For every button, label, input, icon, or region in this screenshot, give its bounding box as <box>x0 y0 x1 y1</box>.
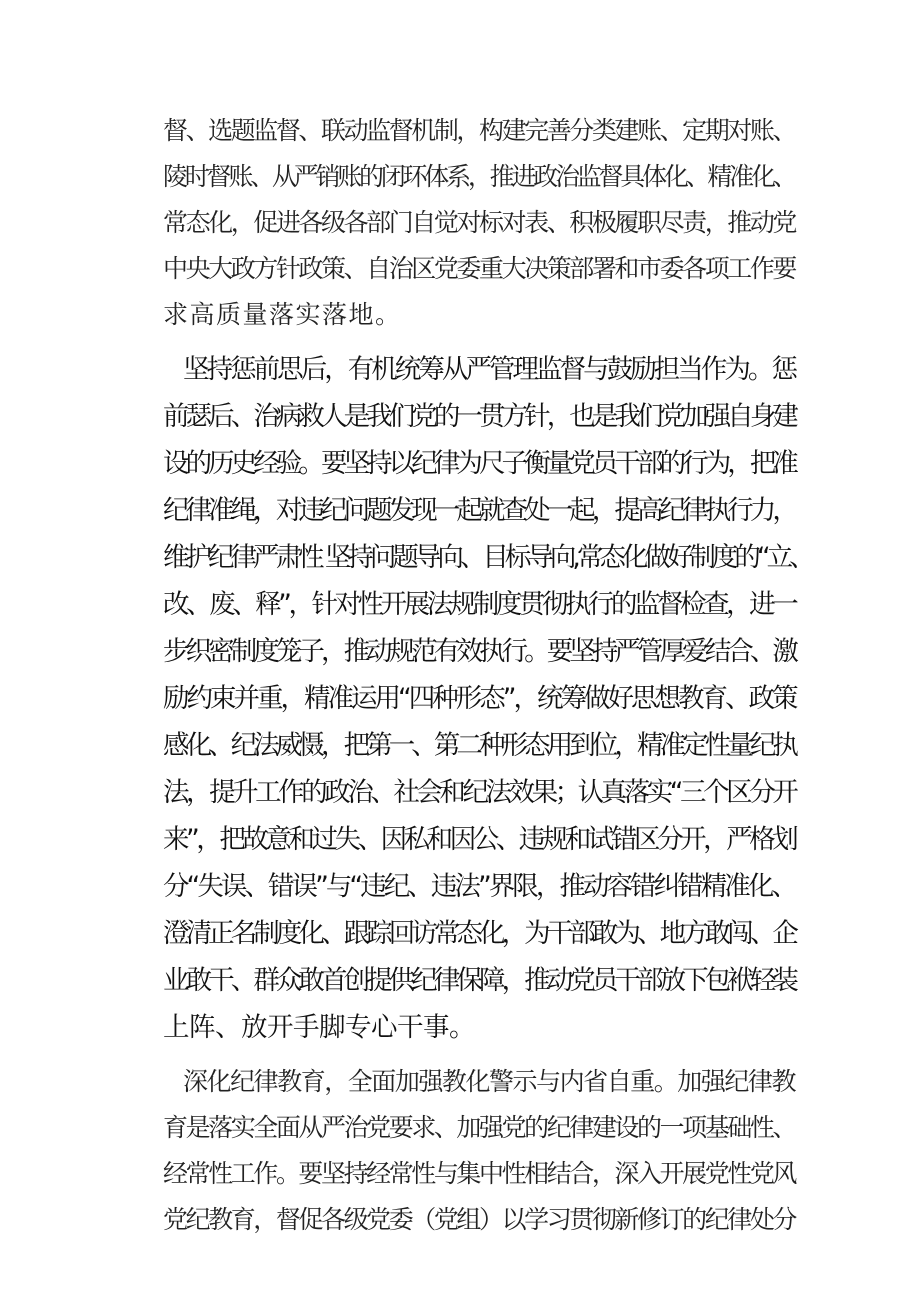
text-line: 澄清正名制度化、跟踪回访常态化，为干部敢为、地方敢闯、企 <box>163 918 795 949</box>
text-line: 坚持惩前思后，有机统筹从严管理监督与鼓励担当作为。惩 <box>183 354 795 385</box>
text-line: 中央大政方针政策、自治区党委重大决策部署和市委各项工作要 <box>163 254 796 283</box>
text-line: 感化、纪法威慑，把第一、第二种形态用到位，精准定性量纪执 <box>163 730 795 761</box>
text-line: 经常性工作。要坚持经常性与集中性相结合，深入开展党性党风 <box>163 1159 796 1188</box>
text-line: 来”，把故意和过失、因私和因公、违规和试错区分开，严格划 <box>163 824 796 855</box>
text-line: 前瑟后、治病救人是我们党的一贯方针，也是我们党加强自身建 <box>163 401 795 432</box>
text-line: 深化纪律教育，全面加强教化警示与内省自重。加强纪律教 <box>183 1067 796 1096</box>
text-line: 督、选题监督、联动监督机制，构建完善分类建账、定期对账、 <box>163 116 796 145</box>
text-line: 励约束并重，精准运用“四种形态”，统筹做好思想教育、政策 <box>163 683 796 714</box>
text-line: 步织密制度笼子，推动规范有效执行。要坚持严管厚爱结合、激 <box>163 636 795 667</box>
text-line: 维护纪律严肃性 坚持问题导向、目标导向,常态化做好制度的“立、 <box>163 542 812 573</box>
text-line: 常态化，促进各级各部门自觉对标对表、积极履职尽责，推动党 <box>163 208 796 237</box>
text-line: 上阵、放开手脚专心干事。 <box>163 1012 475 1043</box>
text-line: 设的历史经验。要坚持以纪律为尺子衡量党员干部的行为，把准 <box>163 448 795 479</box>
text-line: 分“失误、错误”与“违纪、违法”界限，推动容错纠错精准化、 <box>163 871 795 902</box>
text-line: 改、废、释”，针对性开展法规制度贯彻执行的监督检查，进一 <box>163 589 796 620</box>
text-line: 育是落实全面从严治党要求、加强党的纪律建设的一项基础性、 <box>163 1113 796 1142</box>
text-line: 业敢干、群众敢首创提供纪律保障，推动党员干部放下包袱轻装 <box>163 965 795 996</box>
text-line: 求高质量落实落地。 <box>163 300 402 329</box>
text-line: 纪律准绳，对违纪问题发现一起就查处一起，提高纪律执行力， <box>163 495 795 526</box>
text-line: 党纪教育，督促各级党委（党组）以学习贯彻新修订的纪律处分 <box>163 1205 796 1234</box>
text-line: 陵时督账、从严销账的闭环体系，推进政治监督具体化、精准化、 <box>163 162 795 191</box>
text-line: 法，提升工作的政治、社会和纪法效果；认真落实“三个区分开 <box>163 777 796 808</box>
